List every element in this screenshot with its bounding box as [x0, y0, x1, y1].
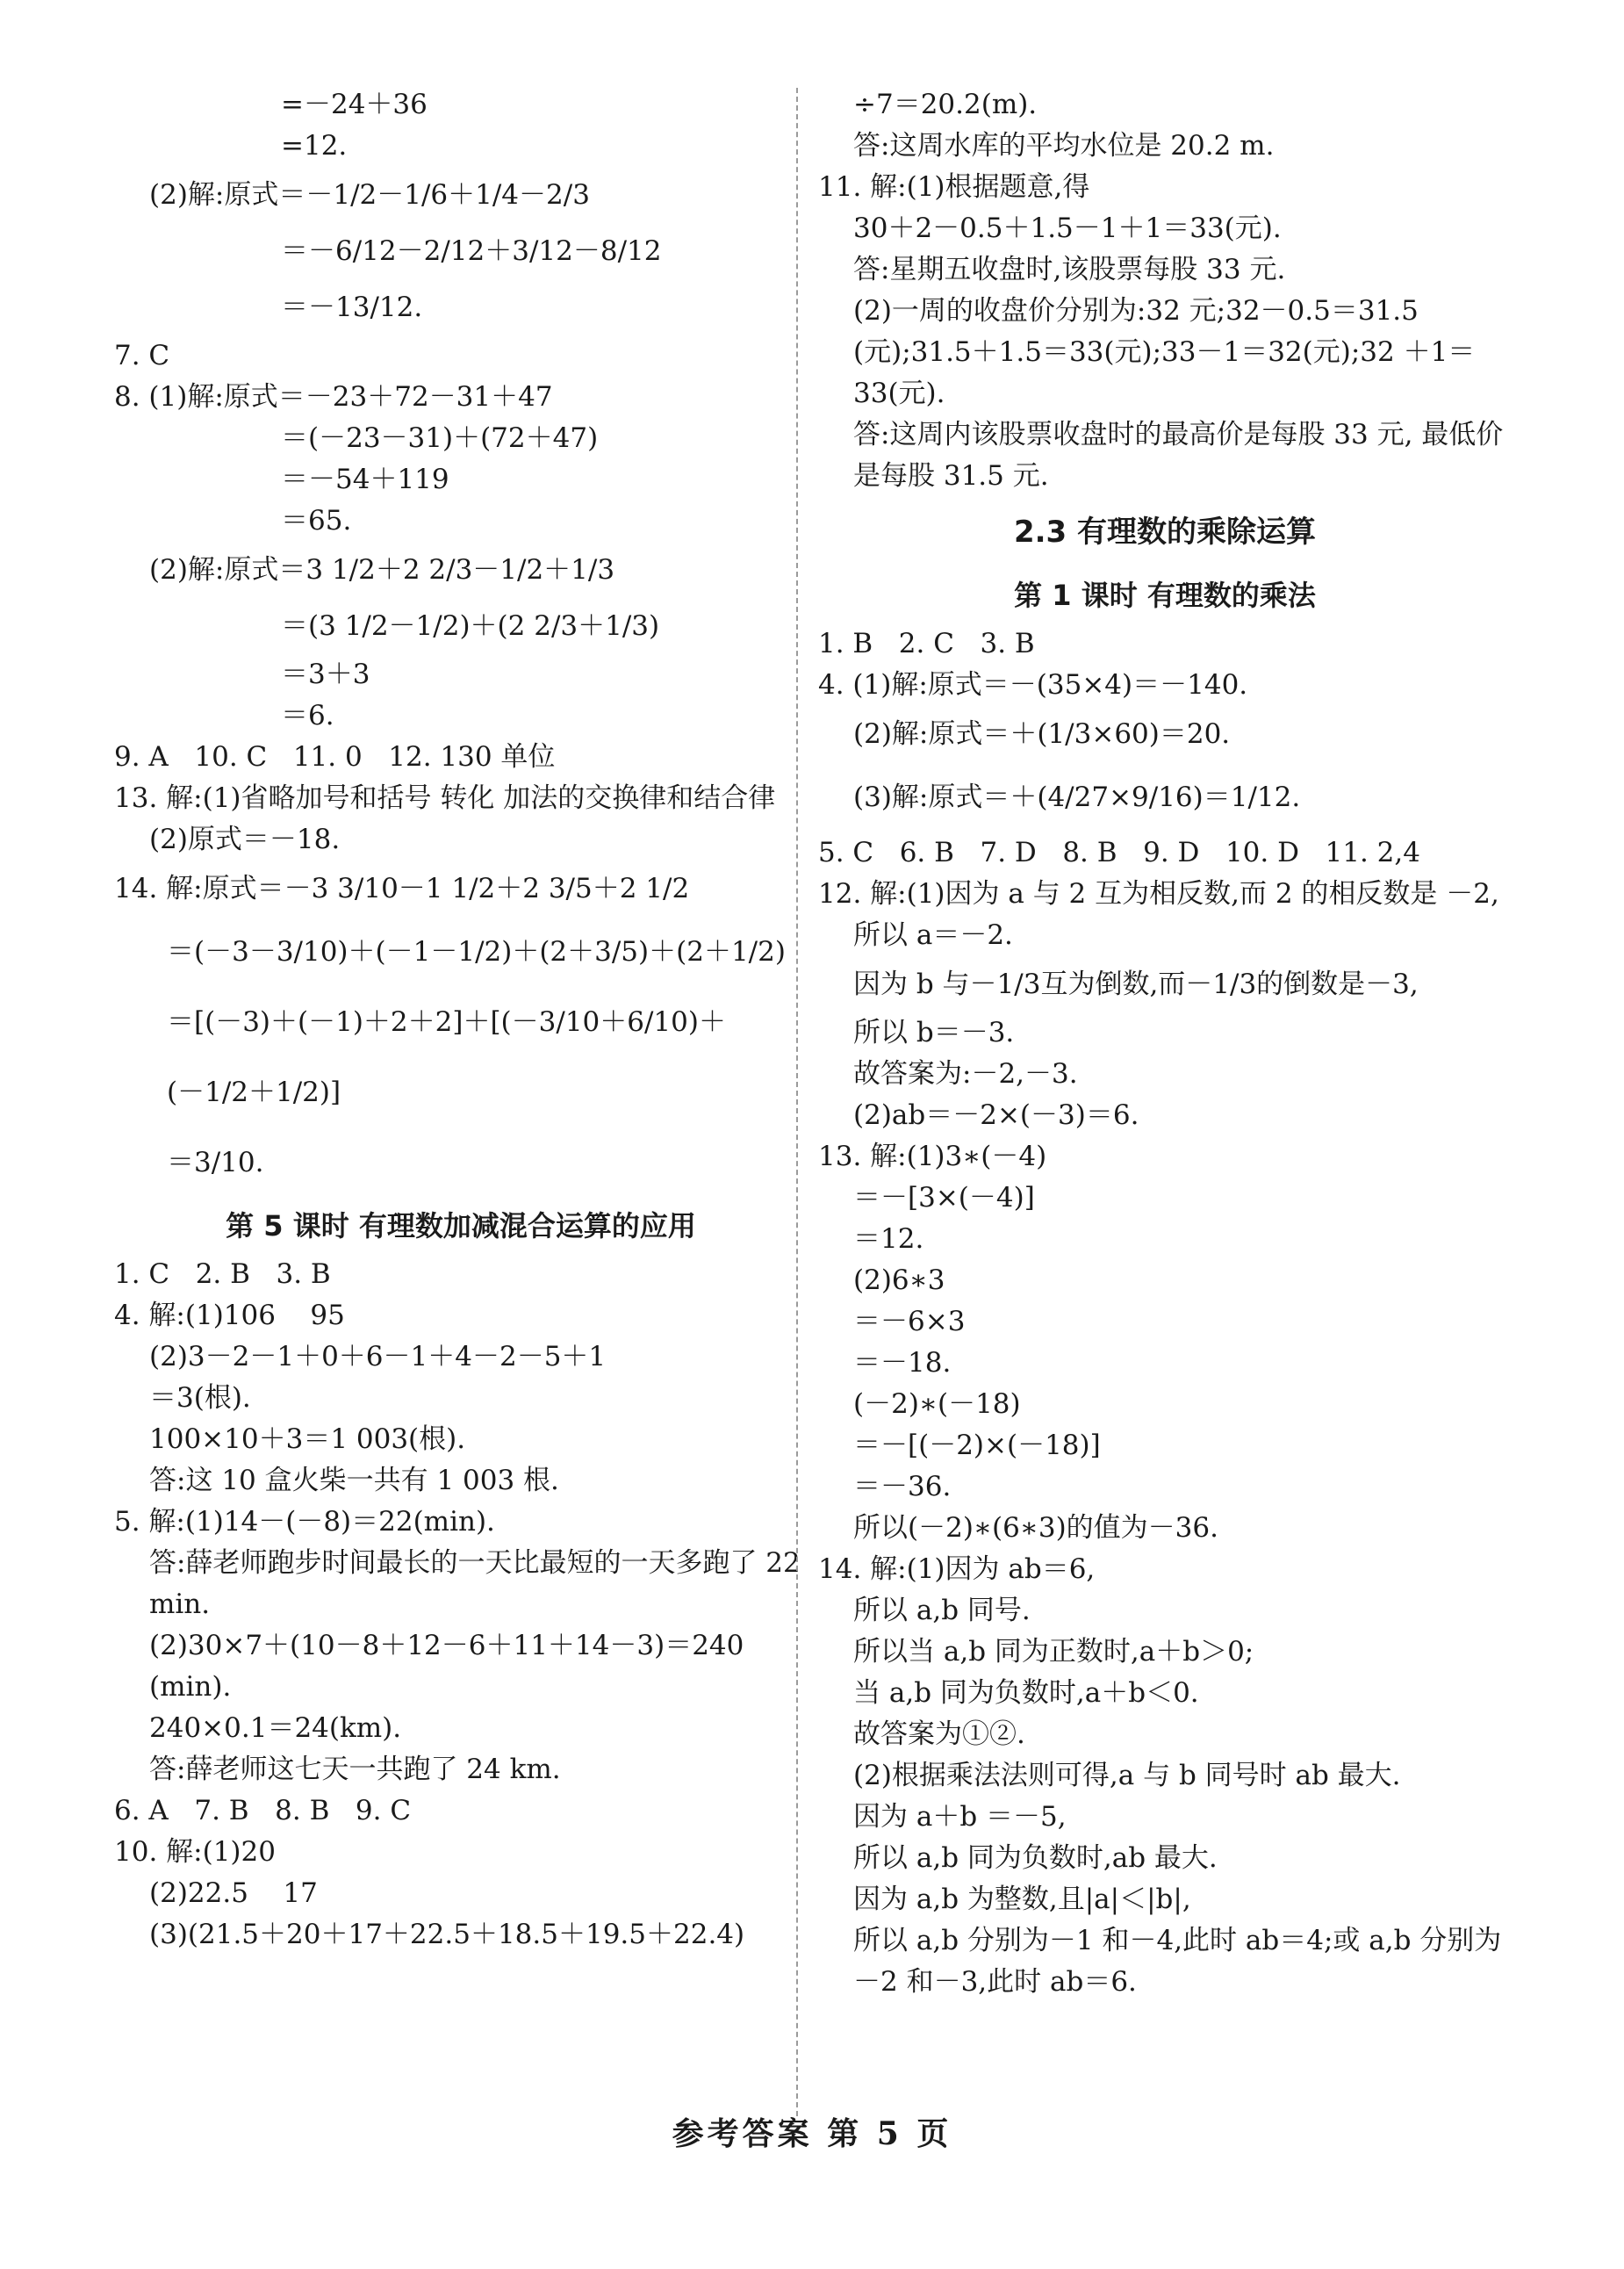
answer-line: ÷7＝20.2(m). [853, 89, 1038, 120]
answer-line: ＝6. [281, 700, 334, 731]
answer-line: 11. 解:(1)根据题意,得 [818, 171, 1090, 203]
answer-line: (2)解:原式＝＋(1/3×60)＝20. [853, 718, 1231, 750]
answer-line: (2)原式＝－18. [149, 824, 341, 855]
answer-line: 答:薛老师这七天一共跑了 24 km. [149, 1754, 561, 1785]
answer-line: 故答案为①②. [853, 1718, 1025, 1750]
left-answers-part2 [114, 1254, 808, 1956]
column-divider [796, 88, 798, 2116]
page-footer: 参考答案 第 5 页 [672, 2115, 952, 2152]
answer-line: ＝3(根). [149, 1382, 251, 1414]
answer-line: ＝(－3－3/10)＋(－1－1/2)＋(2＋3/5)＋(2＋1/2) [167, 936, 786, 968]
answer-line: 故答案为:－2,－3. [853, 1058, 1078, 1090]
answer-line: ＝－6/12－2/12＋3/12－8/12 [281, 235, 662, 267]
answer-line: 答:薛老师跑步时间最长的一天比最短的一天多跑了 22 min. [149, 1547, 801, 1620]
answer-line: 14. 解:原式＝－3 3/10－1 1/2＋2 3/5＋2 1/2 [114, 873, 690, 904]
right-answers-part2 [818, 623, 1512, 2003]
answer-line: ＝－54＋119 [281, 464, 449, 495]
answer-line: 4. 解:(1)106 95 [114, 1300, 345, 1331]
answer-line: 4. (1)解:原式＝－(35×4)＝－140. [818, 669, 1248, 701]
answer-line: =－24＋36 [281, 89, 428, 120]
answer-line: 当 a,b 同为负数时,a＋b＜0. [853, 1677, 1199, 1709]
answer-line: ＝－18. [853, 1347, 952, 1379]
left-answers-part1 [114, 84, 808, 1198]
answer-line: 5. C 6. B 7. D 8. B 9. D 10. D 11. 2,4 [818, 837, 1420, 868]
answer-line: (2)30×7＋(10－8＋12－6＋11＋14－3)＝240 (min). [149, 1630, 744, 1703]
answer-line: 因为 a,b 为整数,且|a|＜|b|, [853, 1884, 1191, 1915]
answer-line: ＝3＋3 [281, 659, 370, 690]
answer-line: (3)解:原式＝＋(4/27×9/16)＝1/12. [853, 782, 1301, 813]
left-column [114, 84, 808, 1956]
answer-line: 7. C [114, 340, 170, 371]
answer-line: =12. [281, 130, 348, 162]
answer-line: 13. 解:(1)3∗(－4) [818, 1141, 1047, 1172]
answer-line: ＝65. [281, 505, 352, 537]
answer-line: ＝3/10. [167, 1147, 264, 1178]
answer-line: 所以当 a,b 同为正数时,a＋b＞0; [853, 1636, 1254, 1668]
section-heading: 2.3 有理数的乘除运算 [1013, 515, 1317, 550]
answer-line: 所以 a＝－2. [853, 919, 1013, 951]
answer-line: 9. A 10. C 11. 0 12. 130 单位 [114, 741, 556, 773]
answer-line: ＝(－23－31)＋(72＋47) [281, 422, 599, 454]
answer-line: (2)22.5 17 [149, 1877, 318, 1909]
answer-line: 6. A 7. B 8. B 9. C [114, 1795, 412, 1826]
answer-line: 答:这 10 盒火柴一共有 1 003 根. [149, 1465, 559, 1496]
answer-line: 12. 解:(1)因为 a 与 2 互为相反数,而 2 的相反数是 －2, [818, 878, 1499, 910]
answer-line: (2)一周的收盘价分别为:32 元;32－0.5＝31.5 (元);31.5＋1.5＝33(元);33－1＝32(元);32 ＋1＝33(元). [853, 295, 1476, 409]
answer-line: ＝－[3×(－4)] [853, 1182, 1035, 1214]
answer-line: (2)6∗3 [853, 1264, 945, 1296]
answer-line: ＝(3 1/2－1/2)＋(2 2/3＋1/3) [281, 610, 660, 642]
lesson-heading-right: 第 1 课时 有理数的乘法 [1014, 579, 1316, 612]
answer-line: 因为 b 与－1/3互为倒数,而－1/3的倒数是－3, [853, 969, 1419, 1000]
answer-line: (3)(21.5＋20＋17＋22.5＋18.5＋19.5＋22.4) [149, 1919, 745, 1950]
answer-line: ＝－13/12. [281, 292, 423, 323]
right-answers-part1 [818, 84, 1512, 497]
answer-line: ＝[(－3)＋(－1)＋2＋2]＋[(－3/10＋6/10)＋ [167, 1006, 726, 1038]
answer-line: 13. 解:(1)省略加号和括号 转化 加法的交换律和结合律 [114, 782, 776, 814]
answer-line: (2)ab＝－2×(－3)＝6. [853, 1099, 1139, 1131]
answer-line: 1. C 2. B 3. B [114, 1258, 331, 1290]
answer-line: 所以 a,b 分别为－1 和－4,此时 ab＝4;或 a,b 分别为－2 和－3,此时 ab＝6. [853, 1925, 1502, 1998]
answer-line: (2)3－2－1＋0＋6－1＋4－2－5＋1 [149, 1341, 607, 1372]
answer-line: (2)解:原式＝3 1/2＋2 2/3－1/2＋1/3 [149, 554, 615, 586]
answer-line: ＝－36. [853, 1471, 952, 1502]
answer-line: 所以 b＝－3. [853, 1017, 1015, 1048]
lesson-heading-left: 第 5 课时 有理数加减混合运算的应用 [226, 1209, 696, 1243]
answer-line: 所以 a,b 同为负数时,ab 最大. [853, 1842, 1218, 1874]
answer-line: 10. 解:(1)20 [114, 1836, 276, 1868]
answer-line: (2)根据乘法法则可得,a 与 b 同号时 ab 最大. [853, 1760, 1401, 1791]
answer-line: 所以(－2)∗(6∗3)的值为－36. [853, 1512, 1218, 1544]
answer-line: (－2)∗(－18) [853, 1388, 1021, 1420]
answer-line: 30＋2－0.5＋1.5－1＋1＝33(元). [853, 212, 1282, 244]
answer-line: 答:这周水库的平均水位是 20.2 m. [853, 130, 1275, 162]
answer-line: 答:这周内该股票收盘时的最高价是每股 33 元, 最低价是每股 31.5 元. [853, 419, 1504, 492]
answer-line: ＝－6×3 [853, 1306, 966, 1337]
answer-line: 5. 解:(1)14－(－8)＝22(min). [114, 1506, 495, 1538]
answer-line: ＝－[(－2)×(－18)] [853, 1430, 1101, 1461]
answer-line: 8. (1)解:原式＝－23＋72－31＋47 [114, 381, 553, 413]
answer-line: 100×10＋3＝1 003(根). [149, 1423, 466, 1455]
answer-line: 答:星期五收盘时,该股票每股 33 元. [853, 254, 1286, 285]
answer-line: 所以 a,b 同号. [853, 1595, 1031, 1626]
answer-line: 14. 解:(1)因为 ab＝6, [818, 1553, 1096, 1585]
answer-line: (－1/2＋1/2)] [167, 1077, 341, 1108]
answer-line: ＝12. [853, 1223, 924, 1255]
answer-line: (2)解:原式＝－1/2－1/6＋1/4－2/3 [149, 179, 590, 211]
answer-line: 240×0.1＝24(km). [149, 1712, 402, 1744]
answer-line: 1. B 2. C 3. B [818, 628, 1035, 659]
right-column [818, 84, 1512, 2003]
answer-line: 因为 a＋b ＝－5, [853, 1801, 1067, 1833]
